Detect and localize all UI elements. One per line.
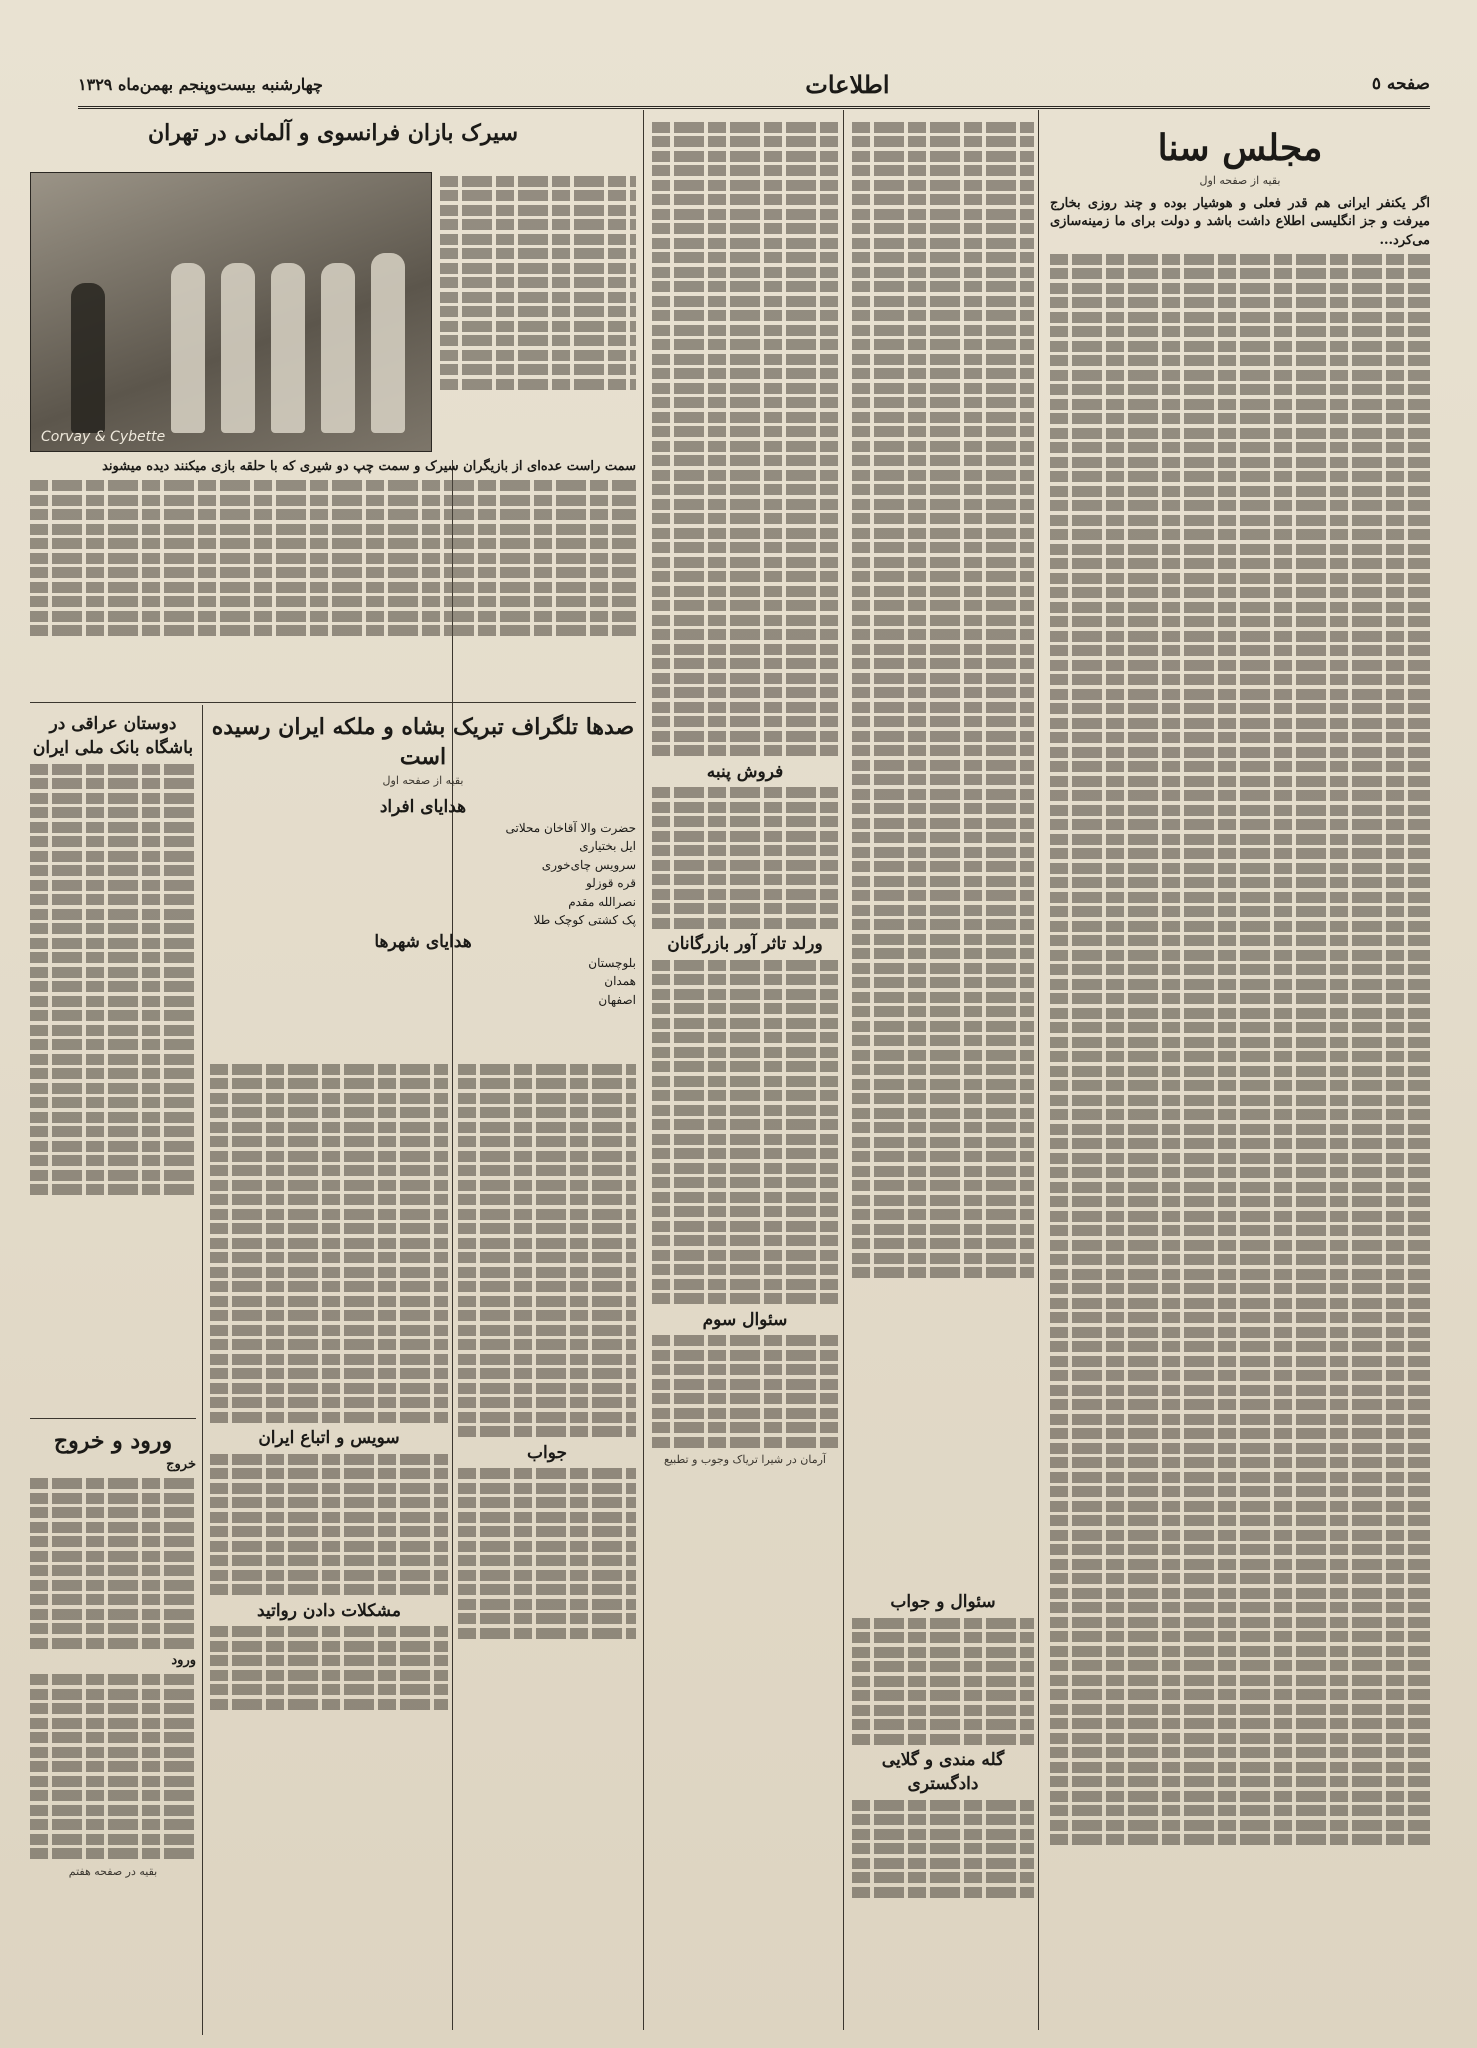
question3-heading: سئوال سوم (702, 1309, 788, 1330)
payment-heading: مشکلات دادن رواتید (257, 1600, 401, 1621)
telegram-continued: بقیه از صفحه اول (382, 774, 464, 787)
footer-left: بقیه در صفحه هفتم (68, 1864, 158, 1878)
body-text (652, 787, 838, 929)
circus-photo (30, 172, 432, 452)
body-text (652, 1335, 838, 1448)
body-text (440, 176, 636, 390)
body-text (852, 122, 1034, 1279)
senate-lead: اگر یکنفر ایرانی هم قدر فعلی و هوشیار بوده و چند روزی بخارج میرفت و جز انگلیسی اطلاع داشت باشد و دولت برای ما زمینه‌سازی می‌کرد... (1050, 195, 1430, 248)
column-rule (202, 705, 203, 2035)
circus-article (30, 458, 636, 698)
gifts-cities-heading: هدایای شهرها (374, 931, 472, 952)
answer-heading: جواب (526, 1442, 568, 1463)
column-rule (643, 110, 644, 2030)
body-text (458, 1064, 636, 1438)
gift-item: پک کشتی کوچک طلا (533, 913, 636, 927)
gift-item: ایل بختیاری (579, 839, 636, 853)
photo-caption: Corvay & Cybette (41, 429, 166, 445)
circus-side-text (440, 172, 636, 452)
figure (321, 263, 355, 433)
issue-date: چهارشنبه بیست‌وپنجم بهمن‌ماه ۱۳۲۹ (78, 74, 323, 94)
senate-column (1050, 118, 1430, 2028)
body-text (852, 1800, 1034, 1898)
qa-heading: سئوال و جواب (890, 1592, 996, 1612)
circus-lead: سمت راست عده‌ای از بازیگران سیرک و سمت چپ دو شیری که با حلقه بازی میکنند دیده میشوند (102, 459, 636, 474)
figure (171, 263, 205, 433)
gift-item: همدان (604, 974, 636, 988)
body-text (210, 1626, 448, 1710)
circus-headline: سیرک بازان فرانسوی و آلمانی در تهران (147, 120, 519, 146)
gift-item: اصفهان (598, 992, 636, 1007)
body-text (30, 1478, 196, 1649)
column-rule (1038, 110, 1039, 2030)
senate-body-text (1050, 254, 1430, 1846)
newspaper-name: اطلاعات (805, 69, 890, 99)
figure (71, 283, 105, 433)
senate-continuation-column (852, 118, 1034, 1568)
footer-mid: آرمان در شیرا تریاک وجوب و تطبیع (664, 1453, 826, 1466)
gift-item: قره قوزلو (585, 876, 636, 890)
telegram-article (210, 712, 636, 1052)
swiss-heading: سویس و اتباع ایران (258, 1428, 400, 1448)
salt-heading: گله مندی و گلایی دادگستری (881, 1750, 1005, 1794)
page-number: صفحه ٥ (1371, 74, 1430, 94)
merchants-heading: ورلد تاثر آور بازرگانان (667, 934, 823, 954)
column-rule (843, 110, 844, 2030)
telegram-continuation (210, 1060, 448, 2028)
figure (271, 263, 305, 433)
gift-item: نصرالله مقدم (568, 894, 636, 909)
iraqi-friends-article (30, 712, 196, 1412)
telegram-headline: صدها تلگراف تبریک بشاه و ملکه ایران رسیده است (211, 714, 635, 770)
merchants-column (652, 118, 838, 2028)
body-text (30, 480, 636, 636)
answer-column (458, 1060, 636, 2028)
arrivals-headline: ورود و خروج (53, 1428, 173, 1454)
arrivals-article (30, 1426, 196, 2026)
gifts-people-heading: هدایای افراد (379, 796, 467, 817)
exit-heading: خروج (166, 1457, 196, 1472)
circus-header (30, 118, 636, 168)
masthead (78, 62, 1430, 109)
body-text (30, 1674, 196, 1859)
section-rule (30, 702, 636, 703)
body-text (652, 122, 838, 757)
figure (221, 263, 255, 433)
body-text (652, 960, 838, 1305)
gift-item: حضرت والا آقاخان محلاتی (505, 820, 636, 835)
iraqi-friends-headline: دوستان عراقی در باشگاه بانک ملی ایران (32, 714, 194, 758)
entry-heading: ورود (171, 1653, 196, 1668)
section-rule (30, 1418, 196, 1419)
body-text (30, 764, 196, 1196)
body-text (852, 1618, 1034, 1745)
gift-item: بلوچستان (588, 955, 636, 970)
body-text (210, 1064, 448, 1423)
figure (371, 253, 405, 433)
body-text (458, 1468, 636, 1639)
qa-column (852, 1590, 1034, 2030)
cotton-heading: فروش پنبه (706, 761, 784, 782)
senate-headline: مجلس سنا (1157, 127, 1323, 169)
body-text (210, 1454, 448, 1596)
gift-item: سرویس چای‌خوری (541, 857, 636, 872)
senate-continued: بقیه از صفحه اول (1199, 174, 1281, 187)
